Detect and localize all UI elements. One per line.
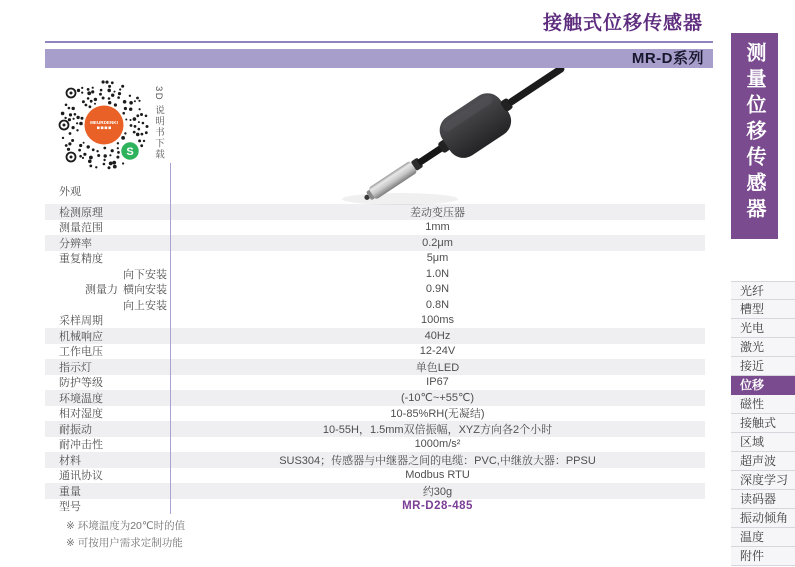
spec-label: 采样周期 <box>59 315 103 328</box>
spec-label: 重量 <box>59 485 81 498</box>
sidebar-item-11[interactable]: 读码器 <box>731 490 795 509</box>
spec-label: 防护等级 <box>59 377 103 390</box>
sidebar-item-8[interactable]: 区域 <box>731 433 795 452</box>
spec-row <box>45 344 705 360</box>
spec-table <box>45 163 705 514</box>
spec-value: 12-24V <box>419 345 456 358</box>
qr-caption: 3D 说明书下载 <box>153 86 164 161</box>
brand-logo <box>85 106 124 145</box>
spec-label: 外观 <box>59 186 81 198</box>
category-side-tab[interactable] <box>731 33 778 239</box>
spec-value: Modbus RTU <box>405 469 470 482</box>
sidebar-category-list <box>731 281 795 566</box>
header-divider <box>45 41 713 43</box>
sidebar-item-1[interactable]: 槽型 <box>731 300 795 319</box>
spec-row <box>45 297 705 313</box>
spec-row <box>45 437 705 453</box>
spec-row <box>45 313 705 329</box>
spec-label: 材料 <box>59 454 81 467</box>
spec-row <box>45 235 705 251</box>
sidebar-item-0[interactable]: 光纤 <box>731 281 795 300</box>
series-label: MR-D系列 <box>631 50 704 67</box>
sidebar-item-9[interactable]: 超声波 <box>731 452 795 471</box>
spec-value: (-10℃~+55℃) <box>400 392 474 405</box>
spec-label: 环境温度 <box>59 392 103 405</box>
spec-label: 耐冲击性 <box>59 439 103 452</box>
sidebar-item-4[interactable]: 接近 <box>731 357 795 376</box>
spec-row <box>45 204 705 220</box>
spec-label: 指示灯 <box>59 361 92 374</box>
spec-value: 0.9N <box>425 283 450 296</box>
spec-label: 机械响应 <box>59 330 103 343</box>
spec-value: 1000m/s² <box>414 438 461 451</box>
sidebar-item-7[interactable]: 接触式 <box>731 414 795 433</box>
miniprogram-badge-icon <box>121 142 140 161</box>
spec-group-label <box>45 297 118 313</box>
footnotes <box>66 518 185 552</box>
spec-row <box>45 390 705 406</box>
sidebar-item-10[interactable]: 深度学习 <box>731 471 795 490</box>
spec-value: 单色LED <box>415 361 460 374</box>
main-cable <box>507 64 566 106</box>
spec-row <box>45 421 705 437</box>
sidebar-item-3[interactable]: 激光 <box>731 338 795 357</box>
brand-logo-text: MEURDENKI <box>90 120 118 125</box>
spec-value: 约30g <box>422 485 453 498</box>
spec-label: 型号 <box>59 501 81 514</box>
sidebar-item-14[interactable]: 附件 <box>731 547 795 566</box>
spec-row <box>45 328 705 344</box>
sidebar-item-2[interactable]: 光电 <box>731 319 795 338</box>
spec-row <box>45 220 705 236</box>
spec-sub-label: 横向安装 <box>123 284 167 297</box>
spec-row <box>45 468 705 484</box>
spec-row <box>45 483 705 499</box>
spec-value: 100ms <box>420 314 455 327</box>
svg-text:S: S <box>126 146 134 158</box>
spec-value: 10-55H，1.5mm双倍振幅，XYZ方向各2个小时 <box>322 423 553 436</box>
spec-value: 1.0N <box>425 267 450 280</box>
spec-value: 40Hz <box>424 329 451 342</box>
spec-sub-label: 向上安装 <box>123 299 167 312</box>
spec-row <box>45 359 705 375</box>
spec-row <box>45 375 705 391</box>
sidebar-item-5[interactable]: 位移 <box>731 376 795 395</box>
spec-value: 10-85%RH(无凝结) <box>390 408 485 421</box>
spec-group-label: 测量力 <box>45 282 118 298</box>
spec-label: 重复精度 <box>59 253 103 266</box>
spec-row <box>45 251 705 267</box>
table-divider-line <box>170 163 171 514</box>
spec-value: 1mm <box>425 221 450 234</box>
spec-row <box>45 282 705 298</box>
product-shadow <box>342 193 458 205</box>
spec-label: 工作电压 <box>59 346 103 359</box>
spec-label: 通讯协议 <box>59 470 103 483</box>
sidebar-item-12[interactable]: 振动倾角 <box>731 509 795 528</box>
sidebar-item-6[interactable]: 磁性 <box>731 395 795 414</box>
spec-row <box>45 499 705 515</box>
product-photo <box>330 56 600 206</box>
spec-label: 检测原理 <box>59 206 103 219</box>
footnote: ※ 可按用户需求定制功能 <box>66 537 183 549</box>
spec-value: SUS304；传感器与中继器之间的电缆：PVC,中继放大器：PPSU <box>279 454 596 467</box>
spec-label: 耐振动 <box>59 423 92 436</box>
qr-position-marker <box>60 89 76 162</box>
probe-cable <box>417 145 444 166</box>
sidebar-item-13[interactable]: 温度 <box>731 528 795 547</box>
spec-row <box>45 406 705 422</box>
spec-value: 0.2μm <box>422 236 453 249</box>
spec-value: 0.8N <box>425 298 450 311</box>
spec-value: IP67 <box>426 376 449 389</box>
spec-value: 差动变压器 <box>410 206 465 219</box>
spec-value: 5μm <box>426 252 449 265</box>
spec-row <box>45 266 705 282</box>
qr-code <box>58 80 150 172</box>
spec-label: 测量范围 <box>59 222 103 235</box>
spec-group-label <box>45 266 118 282</box>
spec-row <box>45 452 705 468</box>
series-bar <box>45 49 713 68</box>
page-title: 接触式位移传感器 <box>542 13 703 34</box>
footnote: ※ 环境温度为20℃时的值 <box>66 520 186 532</box>
model-number: MR-D28-485 <box>402 500 473 513</box>
spec-label: 相对湿度 <box>59 408 103 421</box>
spec-label: 分辨率 <box>59 237 92 250</box>
spec-sub-label: 向下安装 <box>123 268 167 281</box>
side-tab-label: 测量位移传感器 <box>743 42 765 224</box>
